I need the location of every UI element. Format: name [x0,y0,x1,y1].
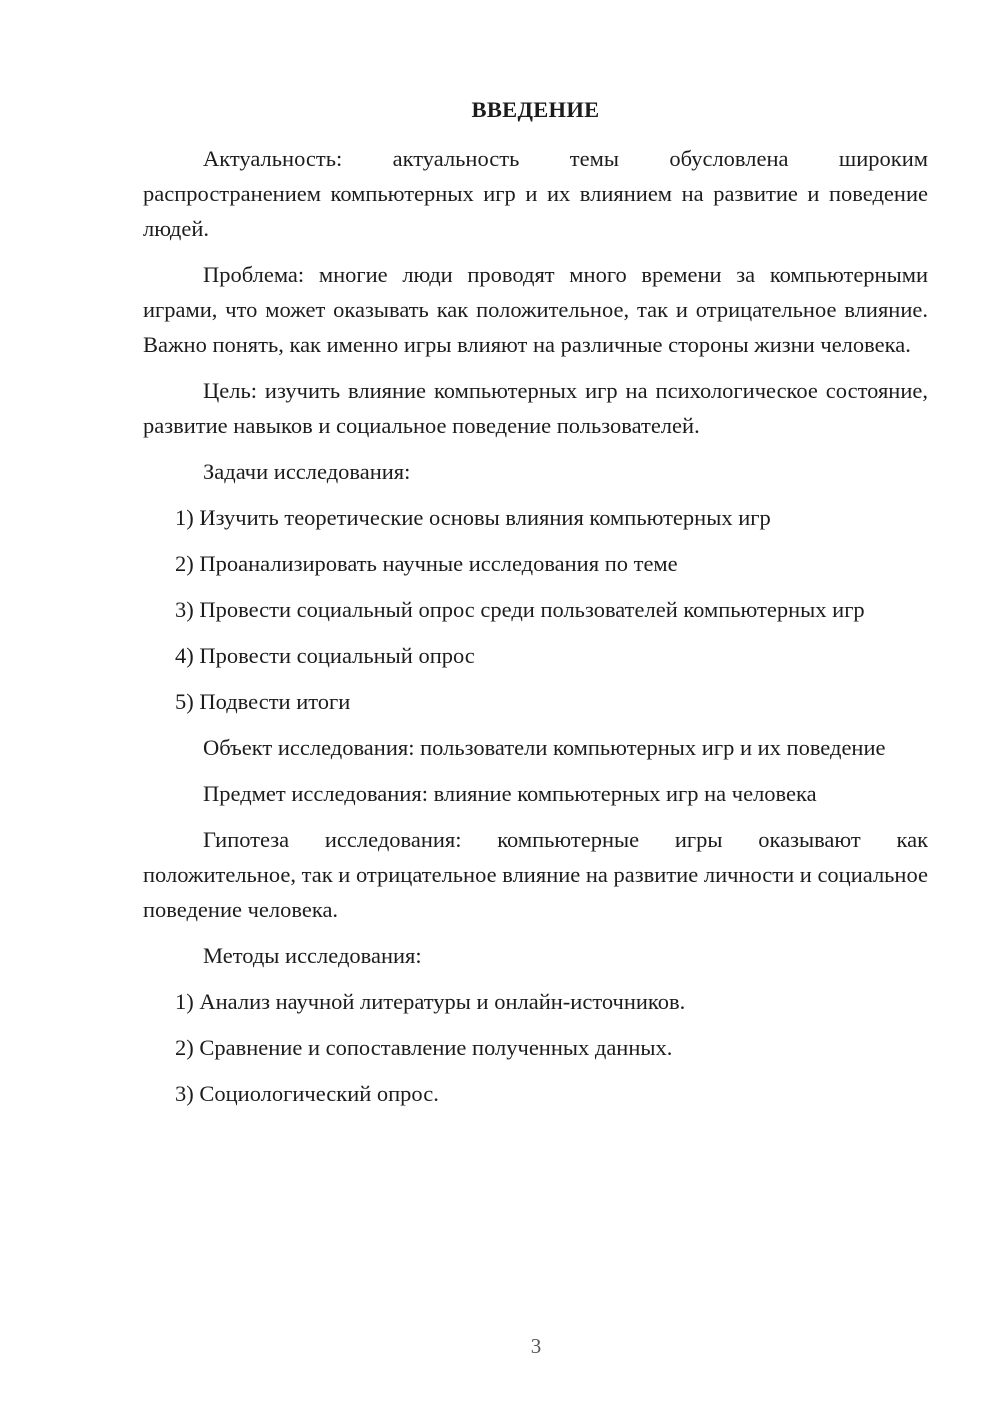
method-item: 2) Сравнение и сопоставление полученных данных. [175,1035,673,1060]
page-number: 3 [530,1334,542,1358]
relevance-paragraph: Актуальность: актуальность темы обусловлена широким распространением компьютерных игр и их влиянием на развитие и поведение людей. [143,146,928,241]
page-title: ВВЕДЕНИЕ [471,97,600,122]
subject-paragraph: Предмет исследования: влияние компьютерных игр на человека [203,781,817,806]
method-item: 3) Социологический опрос. [175,1081,439,1106]
page-content [143,95,928,1122]
methods-heading: Методы исследования: [203,943,422,968]
task-item: 1) Изучить теоретические основы влияния компьютерных игр [175,505,771,530]
object-paragraph: Объект исследования: пользователи компьютерных игр и их поведение [203,735,886,760]
task-item: 4) Провести социальный опрос [175,643,475,668]
task-item: 2) Проанализировать научные исследования по теме [175,551,678,576]
goal-paragraph: Цель: изучить влияние компьютерных игр на психологическое состояние, развитие навыков и социальное поведение пользователей. [143,378,928,438]
problem-paragraph: Проблема: многие люди проводят много времени за компьютерными играми, что может оказывать как положительное, так и отрицательное влияние. Важно понять, как именно игры влияют на различные стороны жизни человека. [143,262,928,357]
task-item: 5) Подвести итоги [175,689,351,714]
tasks-heading: Задачи исследования: [203,459,411,484]
method-item: 1) Анализ научной литературы и онлайн-источников. [175,989,686,1014]
task-item: 3) Провести социальный опрос среди пользователей компьютерных игр [175,597,865,622]
hypothesis-paragraph: Гипотеза исследования: компьютерные игры оказывают как положительное, так и отрицательное влияние на развитие личности и социальное поведение человека. [143,827,928,922]
